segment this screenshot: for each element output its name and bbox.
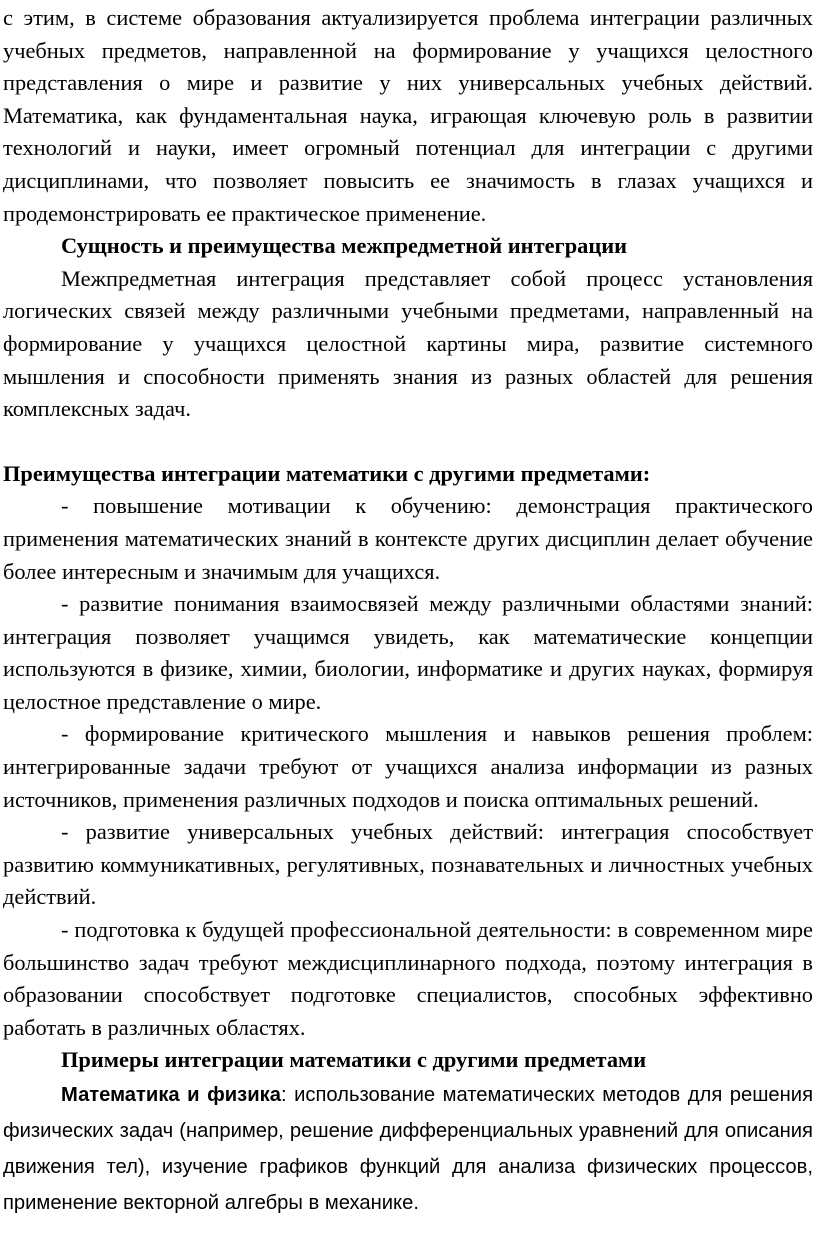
intro-paragraph: с этим, в системе образования актуализируется проблема интеграции различных учебных предметов, направленной на формирование у учащихся целостного представления о мире и развитие у них универсальных учебных действий. Математика, как фундаментальная наука, играющая ключевую роль в развитии технологий и науки, имеет огромный потенциал для интеграции с другими дисциплинами, что позволяет повысить ее значимость в глазах учащихся и продемонстрировать ее практическое применение.: [3, 5, 813, 226]
section-heading-examples: Примеры интеграции математики с другими предметами: [61, 1047, 647, 1073]
advantage-item: - формирование критического мышления и навыков решения проблем: интегрированные задачи требуют от учащихся анализа информации из разных источников, применения различных подходов и поиска оптимальных решений.: [3, 721, 813, 812]
example-physics-title: Математика и физика: [61, 1084, 281, 1106]
advantage-item: - развитие понимания взаимосвязей между различными областями знаний: интеграция позволяет учащимся увидеть, как математические концепции используются в физике, химии, биологии, информатике и других науках, формируя целостное представление о мире.: [3, 591, 813, 714]
section-heading-essence: Сущность и преимущества межпредметной интеграции: [61, 233, 628, 259]
advantage-item: - подготовка к будущей профессиональной деятельности: в современном мире большинство задач требуют междисциплинарного подхода, поэтому интеграция в образовании способствует подготовке специалистов, способных эффективно работать в различных областях.: [3, 917, 813, 1040]
advantage-item: - развитие универсальных учебных действий: интеграция способствует развитию коммуникативных, регулятивных, познавательных и личностных учебных действий.: [3, 819, 813, 910]
essence-paragraph: Межпредметная интеграция представляет собой процесс установления логических связей между различными учебными предметами, направленный на формирование у учащихся целостной картины мира, развитие системного мышления и способности применять знания из разных областей для решения комплексных задач.: [3, 265, 813, 422]
example-physics-paragraph: [3, 1077, 813, 1221]
advantage-item: - повышение мотивации к обучению: демонстрация практического применения математических знаний в контексте других дисциплин делает обучение более интересным и значимым для учащихся.: [3, 493, 813, 584]
section-heading-advantages: Преимущества интеграции математики с другими предметами:: [3, 460, 651, 486]
example-physics-text: : использование математических методов для решения физических задач (например, решение дифференциальных уравнений для описания движения тел), изучение графиков функций для анализа физических процессов, применение векторной алгебры в механике.: [3, 1084, 814, 1214]
